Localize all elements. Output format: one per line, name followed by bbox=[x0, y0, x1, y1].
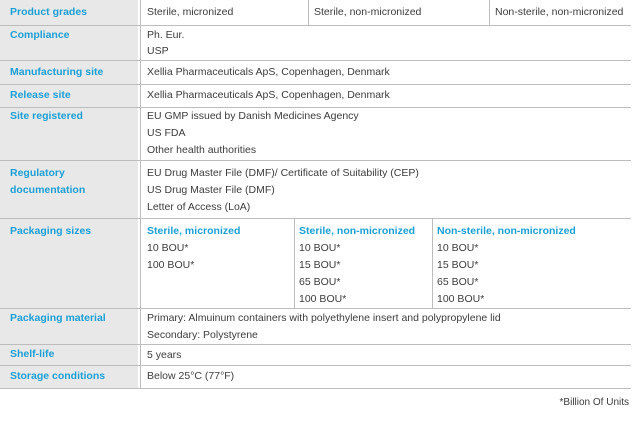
size-item: 100 BOU* bbox=[437, 293, 485, 305]
label-regulatory-line2: documentation bbox=[10, 184, 86, 196]
value-cell bbox=[142, 26, 631, 60]
label-manufacturing-site: Manufacturing site bbox=[10, 66, 104, 78]
value-cell bbox=[142, 366, 631, 388]
value-cell bbox=[142, 161, 631, 218]
sizes-heading: Non-sterile, non-micronized bbox=[437, 225, 576, 237]
row-site-registered bbox=[0, 108, 631, 160]
label-compliance: Compliance bbox=[10, 29, 70, 41]
row-storage-conditions bbox=[0, 366, 631, 388]
size-item: 65 BOU* bbox=[437, 276, 479, 288]
label-cell bbox=[0, 366, 138, 388]
divider bbox=[0, 388, 631, 389]
size-item: 65 BOU* bbox=[299, 276, 341, 288]
divider bbox=[308, 0, 309, 25]
grade-non-sterile-non-micronized: Non-sterile, non-micronized bbox=[495, 6, 624, 18]
label-cell bbox=[0, 108, 138, 160]
value-line: EU GMP issued by Danish Medicines Agency bbox=[147, 110, 359, 122]
sizes-non-sterile-non-micronized bbox=[433, 219, 631, 308]
label-packaging-sizes: Packaging sizes bbox=[10, 225, 92, 237]
label-product-grades: Product grades bbox=[10, 6, 88, 18]
value-line: EU Drug Master File (DMF)/ Certificate of Suitability (CEP) bbox=[147, 167, 419, 179]
label-cell bbox=[0, 345, 138, 365]
label-cell bbox=[0, 219, 138, 308]
row-product-grades bbox=[0, 0, 631, 25]
label-cell bbox=[0, 161, 138, 218]
row-release-site bbox=[0, 85, 631, 107]
value-line: Other health authorities bbox=[147, 144, 257, 156]
value-line: US Drug Master File (DMF) bbox=[147, 184, 275, 196]
value-cell bbox=[142, 345, 631, 365]
sizes-sterile-non-micronized bbox=[295, 219, 432, 308]
label-site-registered: Site registered bbox=[10, 110, 83, 122]
size-item: 100 BOU* bbox=[147, 259, 195, 271]
size-item: 100 BOU* bbox=[299, 293, 347, 305]
value-line: US FDA bbox=[147, 127, 186, 139]
row-shelf-life bbox=[0, 345, 631, 365]
value-line: Primary: Almuinum containers with polyethylene insert and polypropylene lid bbox=[147, 312, 501, 324]
label-cell bbox=[0, 85, 138, 107]
value-line: USP bbox=[147, 45, 169, 57]
value-line: Letter of Access (LoA) bbox=[147, 201, 251, 213]
row-packaging-sizes bbox=[0, 219, 631, 308]
divider bbox=[294, 219, 295, 308]
label-cell bbox=[0, 0, 138, 25]
value-cell bbox=[142, 85, 631, 107]
label-shelf-life: Shelf-life bbox=[10, 348, 55, 360]
label-regulatory-line1: Regulatory bbox=[10, 167, 65, 179]
row-regulatory-documentation bbox=[0, 161, 631, 218]
sizes-heading: Sterile, micronized bbox=[147, 225, 241, 237]
divider bbox=[489, 0, 490, 25]
size-item: 10 BOU* bbox=[147, 242, 189, 254]
label-storage-conditions: Storage conditions bbox=[10, 370, 106, 382]
label-cell bbox=[0, 61, 138, 84]
value-line: Secondary: Polystyrene bbox=[147, 329, 258, 341]
row-compliance bbox=[0, 26, 631, 60]
size-item: 10 BOU* bbox=[299, 242, 341, 254]
grade-sterile-micronized: Sterile, micronized bbox=[147, 6, 234, 18]
value-cell bbox=[142, 309, 631, 344]
footnote: *Billion Of Units bbox=[559, 397, 629, 408]
value-cell bbox=[142, 0, 631, 25]
sizes-sterile-micronized bbox=[142, 219, 294, 308]
divider bbox=[140, 0, 141, 388]
value-line: Xellia Pharmaceuticals ApS, Copenhagen, Denmark bbox=[147, 66, 390, 78]
label-cell bbox=[0, 26, 138, 60]
value-line: 5 years bbox=[147, 349, 182, 361]
size-item: 15 BOU* bbox=[437, 259, 479, 271]
sizes-heading: Sterile, non-micronized bbox=[299, 225, 416, 237]
label-packaging-material: Packaging material bbox=[10, 312, 106, 324]
divider bbox=[432, 219, 433, 308]
label-cell bbox=[0, 309, 138, 344]
row-manufacturing-site bbox=[0, 61, 631, 84]
value-line: Below 25°C (77°F) bbox=[147, 370, 235, 382]
value-cell bbox=[142, 61, 631, 84]
value-line: Xellia Pharmaceuticals ApS, Copenhagen, Denmark bbox=[147, 89, 390, 101]
label-release-site: Release site bbox=[10, 89, 71, 101]
grade-sterile-non-micronized: Sterile, non-micronized bbox=[314, 6, 422, 18]
size-item: 10 BOU* bbox=[437, 242, 479, 254]
row-packaging-material bbox=[0, 309, 631, 344]
value-cell bbox=[142, 108, 631, 160]
value-line: Ph. Eur. bbox=[147, 29, 185, 41]
size-item: 15 BOU* bbox=[299, 259, 341, 271]
